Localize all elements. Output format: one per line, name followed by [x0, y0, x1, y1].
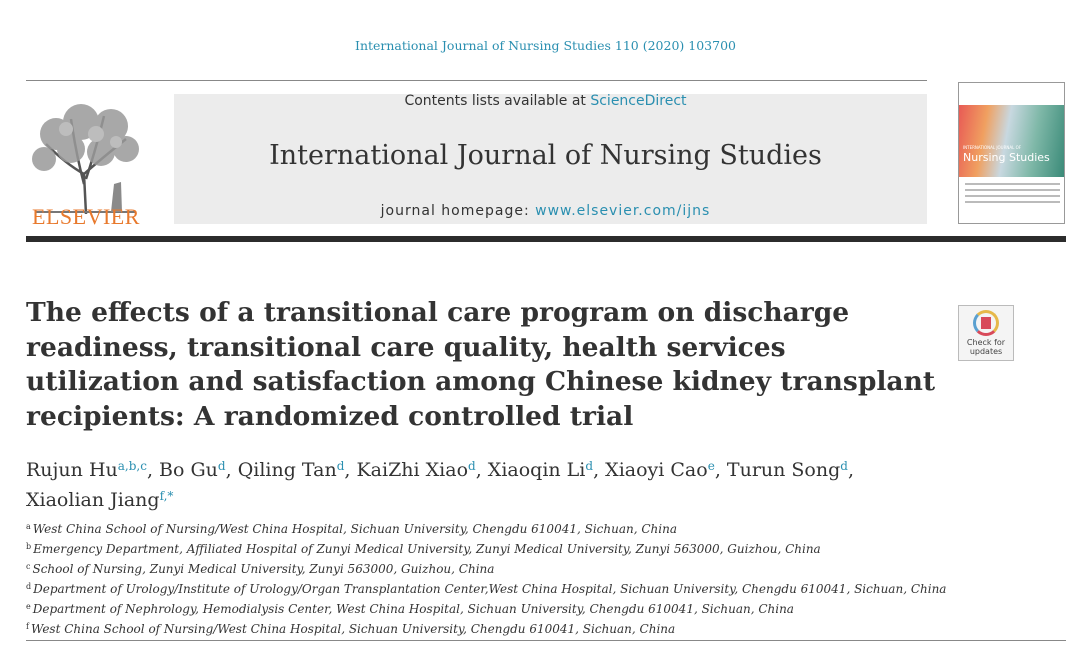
contents-prefix: Contents lists available at — [404, 93, 591, 109]
affiliation-item: $^c$ School of Nursing, Zunyi Medical University, Zunyi 563000, Guizhou, China — [26, 562, 495, 576]
homepage-line — [0, 203, 1091, 219]
contents-line — [0, 93, 1091, 109]
sciencedirect-link[interactable]: ScienceDirect — [590, 93, 687, 109]
header-divider — [26, 236, 1066, 242]
journal-title: International Journal of Nursing Studies — [269, 140, 822, 171]
homepage-prefix: journal homepage: — [380, 203, 536, 219]
crossmark-icon — [973, 310, 999, 336]
check-updates-label: Check for updates — [966, 338, 1006, 356]
author[interactable]: Qiling Tan$^d$ — [237, 459, 345, 481]
affiliation-item: $^a$ West China School of Nursing/West China Hospital, Sichuan University, Chengdu 610041, Sichuan, China — [26, 522, 677, 536]
journal-cover-thumbnail[interactable] — [958, 82, 1065, 224]
bottom-divider — [26, 640, 1066, 641]
author-list: Rujun Hu$^{a,b,c}$, Bo Gu$^d$, Qiling Tan$^d$, KaiZhi Xiao$^d$, Xiaoqin Li$^d$, Xiaoyi Cao$^e$, Turun Song$^d$, Xiaolian Jiang$^{f,*}$ — [26, 459, 855, 511]
homepage-link[interactable]: www.elsevier.com/ijns — [535, 203, 711, 219]
cover-small-label: INTERNATIONAL JOURNAL OF — [963, 145, 1022, 150]
affiliation-item: $^f$ West China School of Nursing/West China Hospital, Sichuan University, Chengdu 610041, Sichuan, China — [26, 622, 676, 636]
author[interactable]: Xiaoqin Li$^d$ — [487, 459, 594, 481]
author[interactable]: Xiaoyi Cao$^e$ — [605, 459, 715, 481]
cover-title: Nursing Studies — [963, 151, 1050, 164]
author[interactable]: Rujun Hu$^{a,b,c}$ — [26, 459, 147, 481]
author[interactable]: Turun Song$^d$ — [726, 459, 848, 481]
cover-artwork — [959, 105, 1064, 177]
affiliation-item: $^d$ Department of Urology/Institute of Urology/Organ Transplantation Center,West China Hospital, Sichuan University, Chengdu 610041, Sichuan, China — [26, 582, 947, 596]
affiliation-list — [26, 518, 1066, 638]
journal-citation[interactable]: International Journal of Nursing Studies 110 (2020) 103700 — [355, 38, 736, 53]
top-divider — [26, 80, 927, 81]
check-for-updates-button[interactable] — [958, 305, 1014, 361]
affiliation-item: $^e$ Department of Nephrology, Hemodialysis Center, West China Hospital, Sichuan University, Chengdu 610041, Sichuan, China — [26, 602, 794, 616]
affiliation-item: $^b$ Emergency Department, Affiliated Hospital of Zunyi Medical University, Zunyi Medical University, Zunyi 563000, Guizhou, China — [26, 542, 821, 556]
author[interactable]: KaiZhi Xiao$^d$ — [356, 459, 476, 481]
cover-text-lines — [965, 183, 1060, 207]
author[interactable]: Bo Gu$^d$ — [159, 459, 226, 481]
author[interactable]: Xiaolian Jiang$^{f,*}$ — [26, 489, 174, 511]
article-title: The effects of a transitional care program on discharge readiness, transitional care quality, health services utilization and satisfaction among Chinese kidney transplant recipients: A randomized controlled trial — [26, 297, 936, 432]
elsevier-wordmark: ELSEVIER — [32, 204, 140, 229]
